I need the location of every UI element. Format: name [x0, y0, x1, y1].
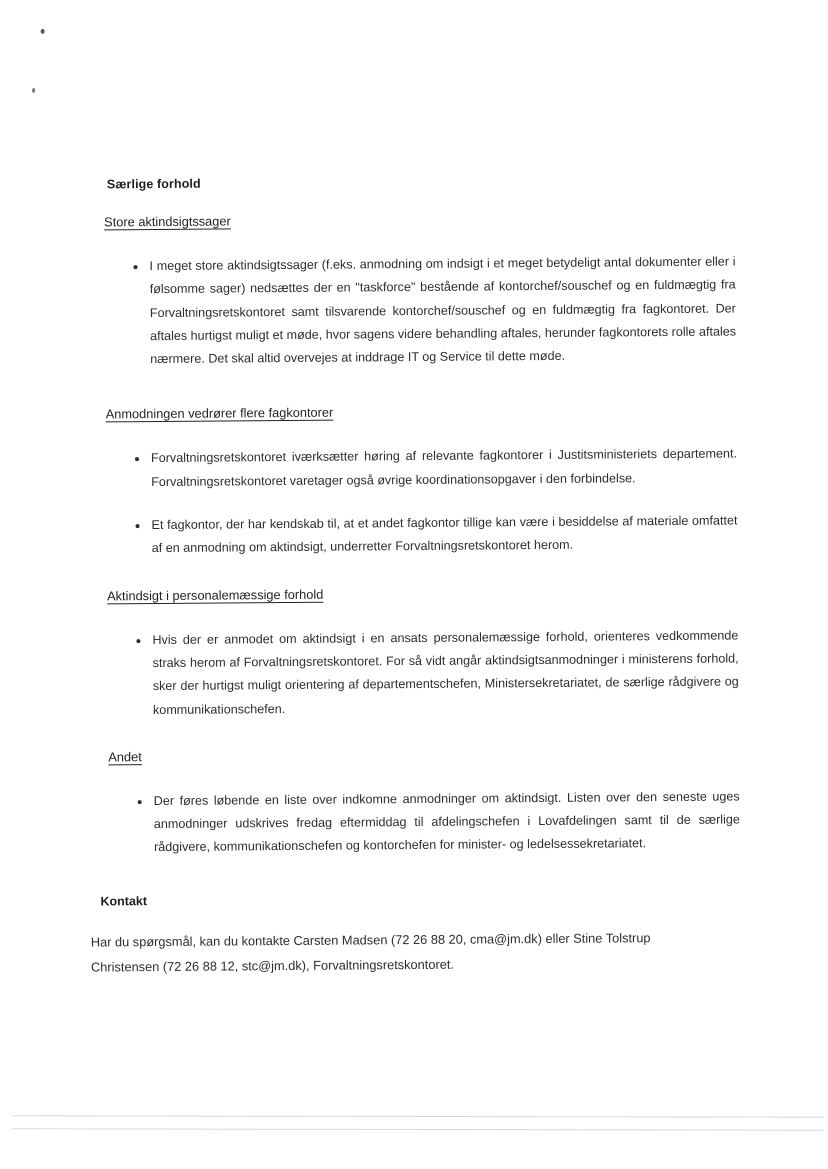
section-title-kontakt: Kontakt [100, 893, 148, 909]
bullet-list-store-aktindsigtssager [85, 250, 736, 372]
list-item: Et fagkontor, der har kendskab til, at et andet fagkontor tillige kan være i besiddelse af materiale omfattet af en anmodning om aktindsigt, underretter Forvaltningsretskontoret herom. [87, 510, 737, 562]
section-saerlige-forhold [85, 172, 737, 372]
subheading-wrap-store-aktindsigtssager [85, 208, 735, 231]
document-body [85, 172, 741, 980]
subheading-store-aktindsigtssager: Store aktindsigtssager [104, 213, 231, 230]
list-item: I meget store aktindsigtssager (f.eks. anmodning om indsigt i et meget betydeligt antal dokumenter eller i følsomme sager) nedsættes der en "taskforce" bestående af kontorchef/souschef og en fuldmægtig fra Forvaltningsretskontoret samt tilsvarende kontorchef/souschef og en fuldmægtig fra fagkontoret. Der aftales hurtigst muligt et møde, hvor sagens videre behandling aftales, herunder fagkontorets rolle aftales nærmere. Det skal altid overvejes at inddrage IT og Service til dette møde. [85, 250, 736, 372]
scan-speck-artifact-icon [41, 29, 45, 34]
section-title-saerlige-forhold: Særlige forhold [106, 176, 201, 192]
subheading-aktindsigt-i-personalemaessige-forhold: Aktindsigt i personalemæssige forhold [107, 586, 324, 604]
section-kontakt [90, 889, 741, 980]
subheading-andet: Andet [108, 749, 142, 765]
scan-edge-line-artifact [12, 1128, 824, 1130]
subheading-anmodningen-vedroerer-flere-fagkontorer: Anmodningen vedrører flere fagkontorer [105, 405, 334, 422]
section-andet [89, 743, 740, 860]
list-item: Hvis der er anmodet om aktindsigt i en ansats personalemæssige forhold, orienteres vedkommende straks herom af Forvaltningsretskontoret. For så vidt angår aktindsigtsanmodninger i ministerens forhold, sker der hurtigst muligt orientering af departementschefen, Ministersekretariatet, de særlige rådgivere og kommunikationschefen. [88, 624, 739, 722]
bullet-list-flere-fagkontorer [87, 443, 738, 561]
list-item: Forvaltningsretskontoret iværksætter høring af relevante fagkontorer i Justitsministeriets departement. Forvaltningsretskontoret varetager også øvrige koordinationsopgaver i den forbindelse. [87, 443, 737, 495]
bullet-list-personalemaessige-forhold [88, 624, 739, 722]
subheading-wrap-personalemaessige-forhold [88, 582, 738, 605]
bullet-list-andet [90, 785, 741, 860]
subheading-wrap-andet [89, 743, 739, 766]
section-flere-fagkontorer [87, 401, 738, 561]
section-personalemaessige-forhold [88, 582, 739, 722]
scan-speck-artifact-icon [32, 88, 35, 93]
subheading-wrap-flere-fagkontorer [87, 401, 737, 424]
scan-edge-line-artifact [12, 1115, 824, 1117]
list-item: Der føres løbende en liste over indkomne anmodninger om aktindsigt. Listen over den seneste uges anmodninger udskrives fredag eftermiddag til afdelingschefen i Lovafdelingen samt til de særlige rådgivere, kommunikationschefen og kontorchefen for minister- og ledelsessekretariatet. [90, 785, 741, 860]
contact-paragraph: Har du spørgsmål, kan du kontakte Carsten Madsen (72 26 88 20, cma@jm.dk) eller Stine Tolstrup Christensen (72 26 88 12, stc@jm.dk), Forvaltningsretskontoret. [90, 929, 651, 975]
